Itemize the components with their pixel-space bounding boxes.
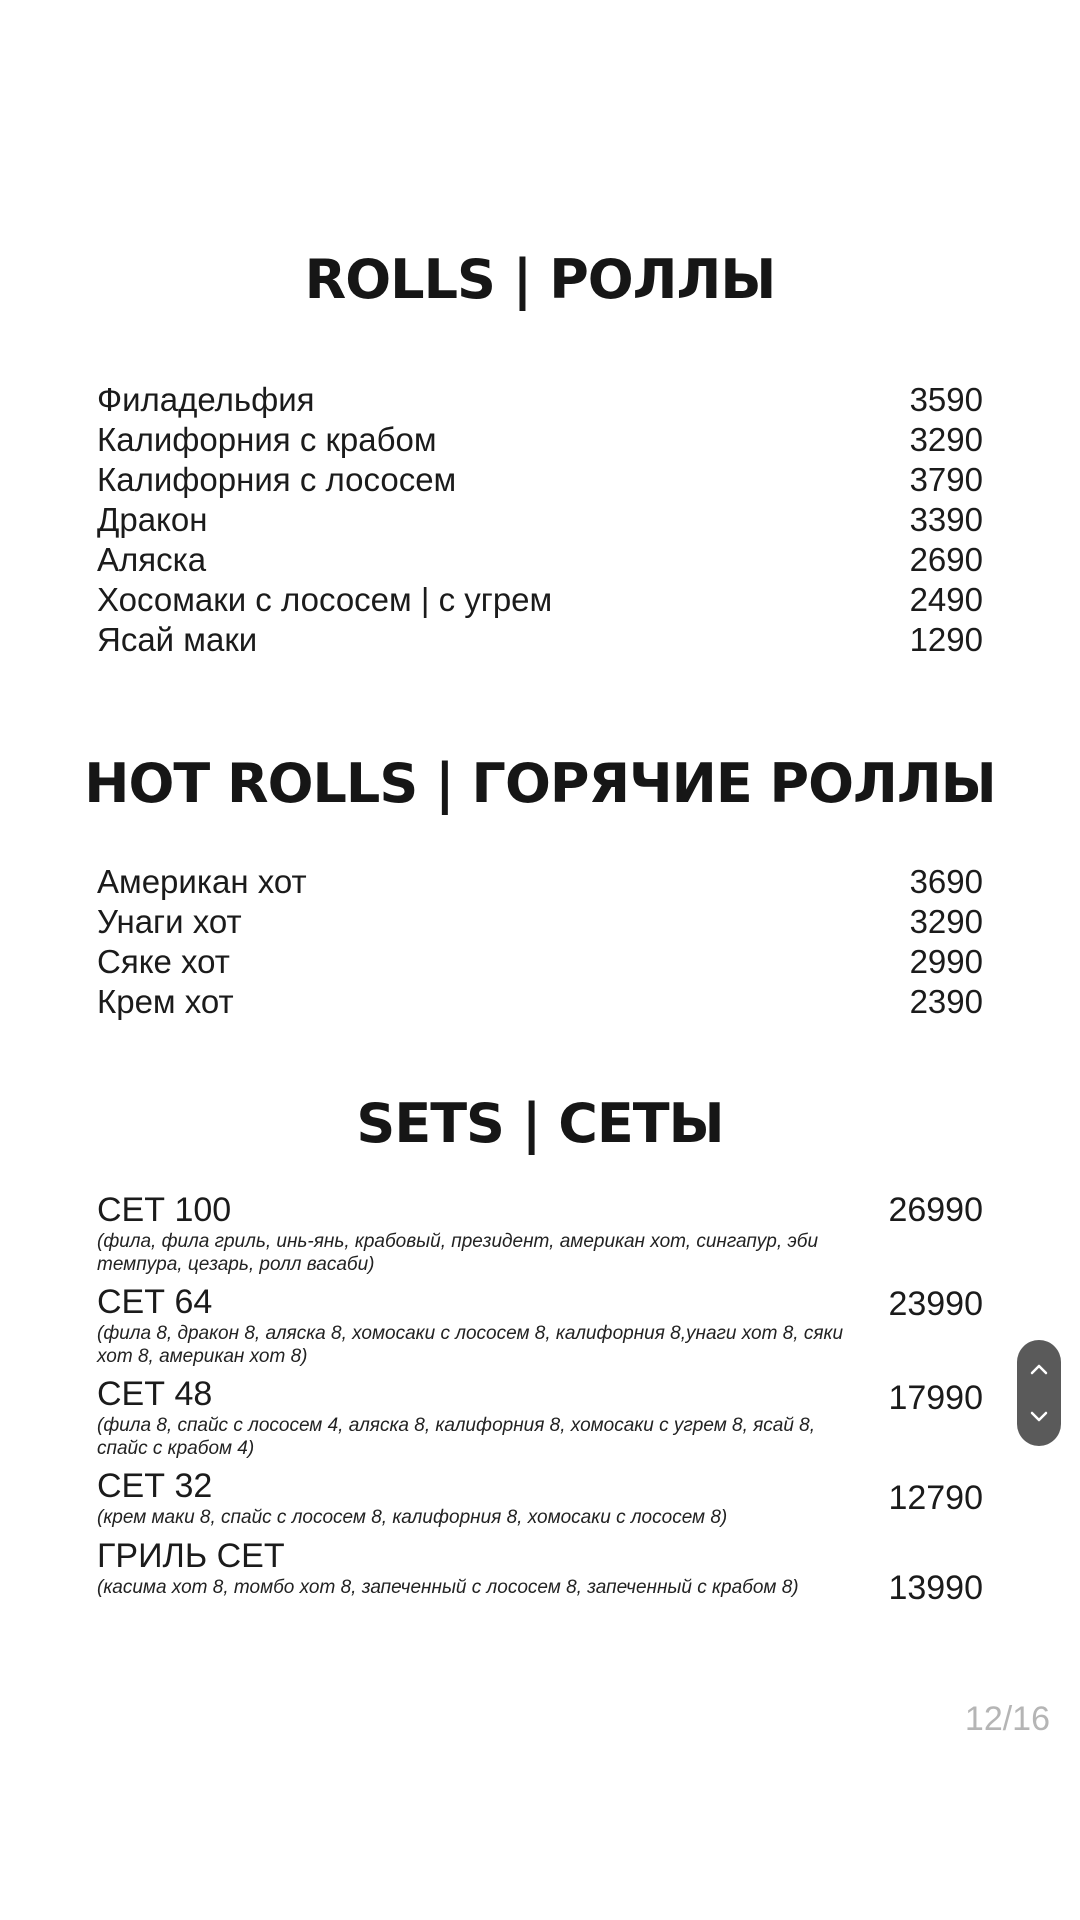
item-name: Калифорния с лососем xyxy=(97,461,457,498)
item-name: Ясай маки xyxy=(97,621,258,658)
menu-item xyxy=(97,380,983,420)
menu-item xyxy=(97,942,983,982)
sets-title: SETS | СЕТЫ xyxy=(356,1092,724,1155)
item-price: 2390 xyxy=(909,983,983,1020)
set-price: 13990 xyxy=(888,1569,983,1607)
item-price: 3290 xyxy=(909,903,983,940)
set-price: 12790 xyxy=(888,1479,983,1517)
page-indicator: 12/16 xyxy=(964,1700,1050,1738)
item-name: Филадельфия xyxy=(97,381,315,418)
set-name: ГРИЛЬ СЕТ xyxy=(97,1537,285,1575)
scroll-control xyxy=(1017,1340,1061,1446)
set-item xyxy=(97,1282,983,1368)
scroll-down-button[interactable] xyxy=(1017,1396,1061,1436)
menu-item xyxy=(97,540,983,580)
scroll-up-button[interactable] xyxy=(1017,1350,1061,1390)
item-price: 3690 xyxy=(909,863,983,900)
item-name: Хосомаки с лососем | с угрем xyxy=(97,581,553,618)
set-description: (крем маки 8, спайс с лососем 8, калифорния 8, хомосаки с лососем 8) xyxy=(97,1507,728,1528)
item-name: Сяке хот xyxy=(97,943,230,980)
menu-item xyxy=(97,982,983,1022)
set-item xyxy=(97,1466,983,1529)
menu-item xyxy=(97,902,983,942)
item-price: 2990 xyxy=(909,943,983,980)
item-price: 3390 xyxy=(909,501,983,538)
item-price: 2690 xyxy=(909,541,983,578)
chevron-up-icon xyxy=(1029,1362,1049,1378)
set-description: (касима хот 8, томбо хот 8, запеченный с лососем 8, запеченный с крабом 8) xyxy=(97,1577,799,1598)
menu-item xyxy=(97,500,983,540)
set-item xyxy=(97,1190,983,1276)
item-price: 3790 xyxy=(909,461,983,498)
set-price: 17990 xyxy=(888,1379,983,1417)
hot-rolls-title: HOT ROLLS | ГОРЯЧИЕ РОЛЛЫ xyxy=(84,752,996,815)
chevron-down-icon xyxy=(1029,1408,1049,1424)
set-name: СЕТ 100 xyxy=(97,1191,232,1229)
set-name: СЕТ 64 xyxy=(97,1283,213,1321)
set-description: (фила, фила гриль, инь-янь, крабовый, президент, американ хот, сингапур, эби темпура, цезарь, ролл васаби) xyxy=(97,1231,819,1275)
item-name: Калифорния с крабом xyxy=(97,421,437,458)
item-name: Дракон xyxy=(97,501,208,538)
rolls-list xyxy=(97,380,983,660)
set-name: СЕТ 48 xyxy=(97,1375,213,1413)
menu-item xyxy=(97,862,983,902)
item-price: 3290 xyxy=(909,421,983,458)
item-name: Аляска xyxy=(97,541,207,578)
set-description: (фила 8, спайс с лососем 4, аляска 8, калифорния 8, хомосаки с угрем 8, ясай 8, спайс с крабом 4) xyxy=(97,1415,816,1459)
rolls-title: ROLLS | РОЛЛЫ xyxy=(304,248,776,311)
item-name: Унаги хот xyxy=(97,903,242,940)
item-price: 3590 xyxy=(909,381,983,418)
set-description: (фила 8, дракон 8, аляска 8, хомосаки с лососем 8, калифорния 8,унаги хот 8, сяки хот 8, американ хот 8) xyxy=(97,1323,844,1367)
set-price: 26990 xyxy=(888,1191,983,1229)
hot-rolls-list xyxy=(97,862,983,1022)
menu-item xyxy=(97,420,983,460)
set-price: 23990 xyxy=(888,1285,983,1323)
item-price: 2490 xyxy=(909,581,983,618)
item-name: Крем хот xyxy=(97,983,234,1020)
item-price: 1290 xyxy=(909,621,983,658)
set-name: СЕТ 32 xyxy=(97,1467,213,1505)
menu-item xyxy=(97,620,983,660)
menu-item xyxy=(97,460,983,500)
item-name: Американ хот xyxy=(97,863,307,900)
menu-item xyxy=(97,580,983,620)
set-item xyxy=(97,1536,983,1607)
set-item xyxy=(97,1374,983,1460)
